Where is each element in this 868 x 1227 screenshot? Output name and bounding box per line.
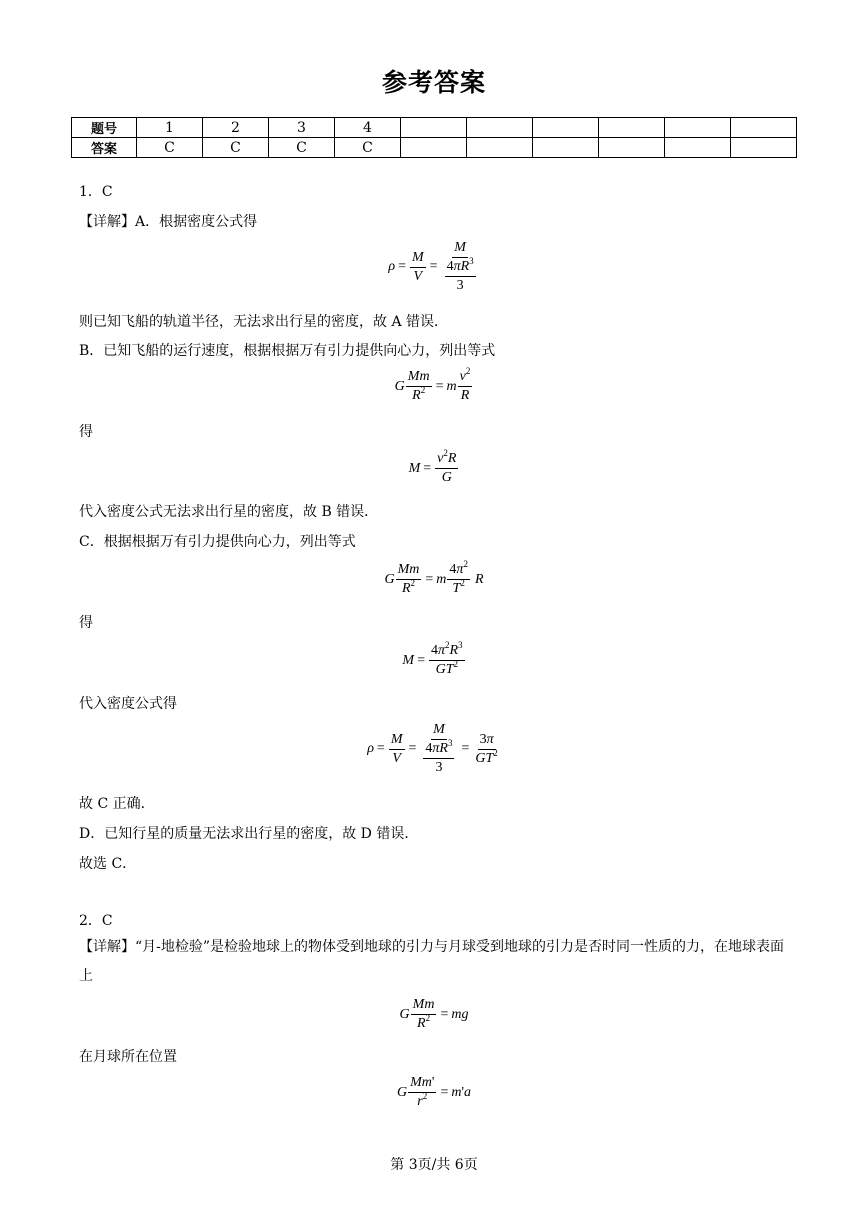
equation-moon-gravity: G $\frac{Mm'}{r^2}$ = m ' a bbox=[397, 1075, 471, 1109]
table-cell bbox=[665, 118, 731, 138]
q1-de-1: 得 bbox=[79, 424, 93, 440]
q1-b-conclusion: 代入密度公式无法求出行星的密度，故 B 错误． bbox=[79, 504, 379, 520]
table-cell: C bbox=[335, 138, 401, 158]
table-cell: 2 bbox=[203, 118, 269, 138]
table-cell: 1 bbox=[137, 118, 203, 138]
table-cell bbox=[731, 138, 797, 158]
page-title: 参考答案 bbox=[381, 68, 486, 97]
table-cell bbox=[665, 138, 731, 158]
table-row bbox=[72, 118, 797, 138]
q1-final: 故选 C． bbox=[79, 856, 137, 872]
row-header-answer: 答案 bbox=[72, 138, 137, 158]
table-cell: C bbox=[269, 138, 335, 158]
table-cell bbox=[731, 118, 797, 138]
table-cell bbox=[599, 138, 665, 158]
q1-detail-a: 【详解】A．根据密度公式得 bbox=[79, 214, 258, 230]
q1-heading: 1．C bbox=[79, 184, 113, 200]
q1-c-conclusion: 故 C 正确． bbox=[79, 796, 155, 812]
equation-surface-gravity: G $\frac{Mm}{R^2}$ = mg bbox=[399, 997, 469, 1031]
table-cell bbox=[599, 118, 665, 138]
table-cell: 3 bbox=[269, 118, 335, 138]
q2-moon-position: 在月球所在位置 bbox=[79, 1049, 177, 1065]
equation-density-result: ρ = $\frac{M}{V}$ = $\frac{M}{\frac{4\pi R^3}{3}}$ = $\frac{3\pi}{GT^2}$ bbox=[367, 722, 498, 775]
equation-gravity-velocity: G $\frac{Mm}{R^2}$ = m $\frac{v^2}{R}$ bbox=[394, 366, 471, 403]
table-cell bbox=[533, 118, 599, 138]
table-cell: C bbox=[137, 138, 203, 158]
q1-detail-c: C．根据根据万有引力提供向心力，列出等式 bbox=[79, 534, 356, 550]
table-cell: C bbox=[203, 138, 269, 158]
page-footer: 第 3页/共 6页 bbox=[390, 1157, 478, 1173]
q1-detail-b: B．已知飞船的运行速度，根据根据万有引力提供向心力，列出等式 bbox=[79, 343, 496, 359]
q1-de-2: 得 bbox=[79, 615, 93, 631]
q2-heading: 2．C bbox=[79, 913, 113, 929]
equation-gravity-period: G $\frac{Mm}{R^2}$ = m $\frac{4\pi^2}{T^2}$ R bbox=[384, 559, 484, 596]
answer-table bbox=[71, 117, 797, 158]
q1-a-conclusion: 则已知飞船的轨道半径，无法求出行星的密度，故 A 错误． bbox=[79, 314, 449, 330]
equation-density: ρ = $\frac{M}{V}$ = $\frac{M}{\frac{4\pi R^3}{3}}$ bbox=[388, 240, 474, 293]
table-cell bbox=[467, 138, 533, 158]
table-cell bbox=[467, 118, 533, 138]
equation-mass-velocity: M = $\frac{v^2R}{G}$ bbox=[408, 448, 457, 485]
equation-mass-period: M = $\frac{4\pi^2R^3}{GT^2}$ bbox=[402, 640, 463, 677]
table-row bbox=[72, 138, 797, 158]
table-cell: 4 bbox=[335, 118, 401, 138]
q2-detail: 【详解】“月-地检验”是检验地球上的物体受到地球的引力与月球受到地球的引力是否时同一性质的力，在地球表面上 bbox=[79, 939, 785, 984]
table-cell bbox=[533, 138, 599, 158]
row-header-number: 题号 bbox=[72, 118, 137, 138]
table-cell bbox=[401, 118, 467, 138]
q1-detail-d: D．已知行星的质量无法求出行星的密度，故 D 错误． bbox=[79, 826, 419, 842]
q1-detail-c2: 代入密度公式得 bbox=[79, 696, 177, 712]
table-cell bbox=[401, 138, 467, 158]
